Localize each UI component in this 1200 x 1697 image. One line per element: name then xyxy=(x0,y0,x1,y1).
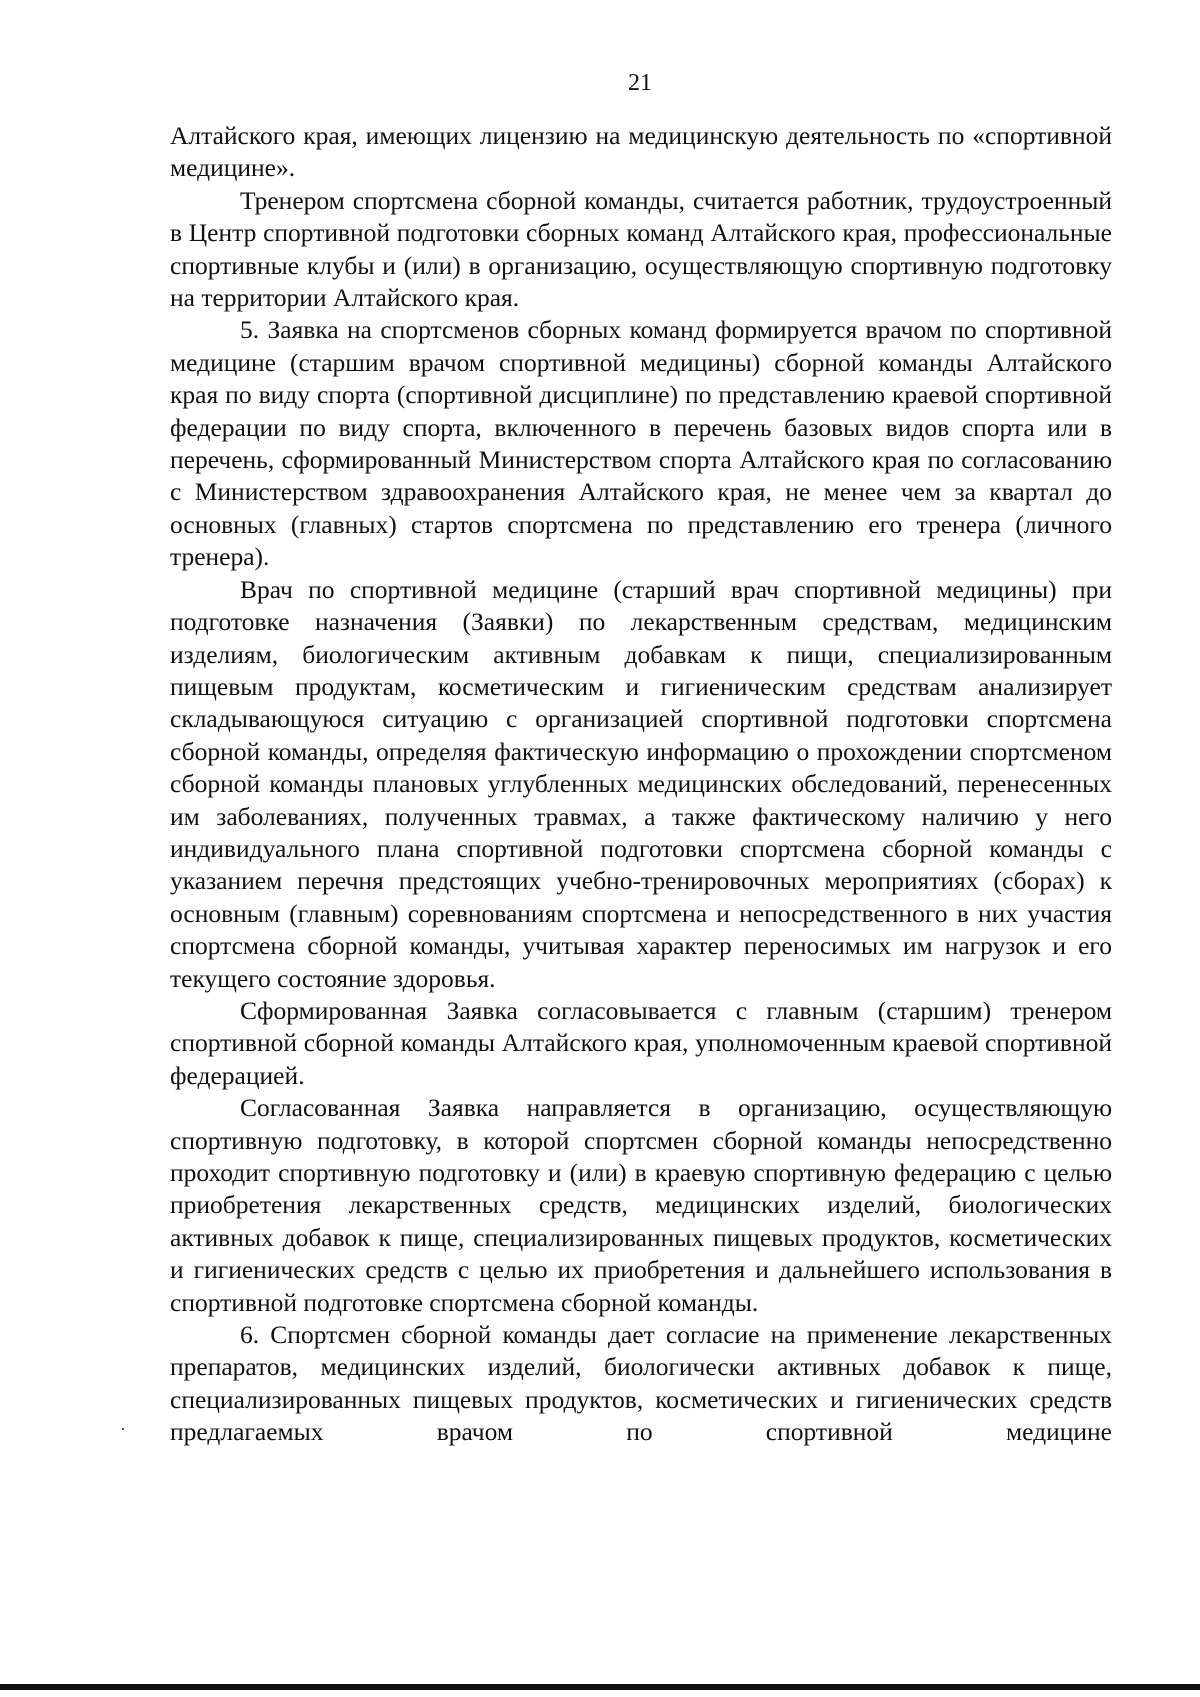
paragraph-section-6: 6. Спортсмен сборной команды дает согласие на применение лекарственных препаратов, медицинских изделий, биологически активных добавок к пище, специализированных пищевых продуктов, косметических и гигиенических средств предлагаемых врачом по спортивной медицине xyxy=(170,1320,1112,1447)
paragraph-application-approval: Сформированная Заявка согласовывается с главным (старшим) тренером спортивной сборной команды Алтайского края, уполномоченным краевой спортивной федерацией. xyxy=(170,995,1112,1090)
scan-bottom-edge xyxy=(0,1684,1200,1690)
document-body xyxy=(170,120,1112,1449)
paragraph-continuation: Алтайского края, имеющих лицензию на медицинскую деятельность по «спортивной медицине». xyxy=(170,121,1112,183)
scan-speck xyxy=(122,1428,124,1430)
page-number: 21 xyxy=(628,70,652,96)
paragraph-application-routing: Согласованная Заявка направляется в организацию, осуществляющую спортивную подготовку, в которой спортсмен сборной команды непосредственно проходит спортивную подготовку и (или) в краевую спортивную федерацию с целью приобретения лекарственных средств, медицинских изделий, биологических активных добавок к пище, специализированных пищевых продуктов, косметических и гигиенических средств с целью их приобретения и дальнейшего использования в спортивной подготовке спортсмена сборной команды. xyxy=(170,1093,1112,1317)
paragraph-doctor-analysis: Врач по спортивной медицине (старший врач спортивной медицины) при подготовке назначения (Заявки) по лекарственным средствам, медицинским изделиям, биологическим активным добавкам к пищи, специализированным пищевым продуктам, косметическим и гигиеническим средствам анализирует складывающуюся ситуацию с организацией спортивной подготовки спортсмена сборной команды, определяя фактическую информацию о прохождении спортсменом сборной команды плановых углубленных медицинских обследований, перенесенных им заболеваниях, полученных травмах, а также фактическому наличию у него индивидуального плана спортивной подготовки спортсмена сборной команды с указанием перечня предстоящих учебно-тренировочных мероприятиях (сборах) к основным (главным) соревнованиям спортсмена и непосредственного в них участия спортсмена сборной команды, учитывая характер переносимых им нагрузок и его текущего состояние здоровья. xyxy=(170,574,1112,993)
paragraph-section-5: 5. Заявка на спортсменов сборных команд формируется врачом по спортивной медицине (старшим врачом спортивной медицины) сборной команды Алтайского края по виду спорта (спортивной дисциплине) по представлению краевой спортивной федерации по виду спорта, включенного в перечень базовых видов спорта или в перечень, сформированный Министерством спорта Алтайского края по согласованию с Министерством здравоохранения Алтайского края, не менее чем за квартал до основных (главных) стартов спортсмена по представлению его тренера (личного тренера). xyxy=(170,315,1112,572)
paragraph-coach-definition: Тренером спортсмена сборной команды, считается работник, трудоустроенный в Центр спортивной подготовки сборных команд Алтайского края, профессиональные спортивные клубы и (или) в организацию, осуществляющую спортивную подготовку на территории Алтайского края. xyxy=(170,185,1112,313)
